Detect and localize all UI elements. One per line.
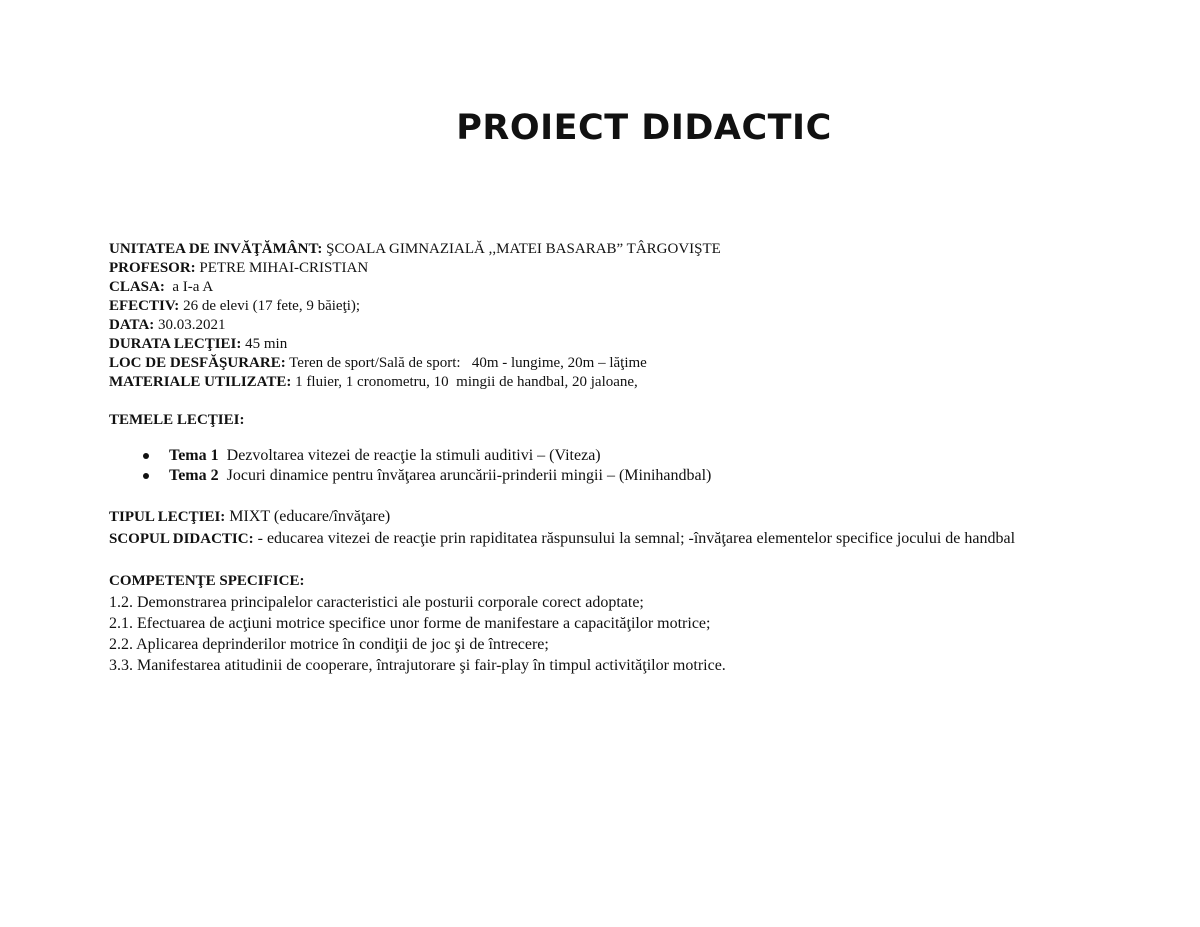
theme-label: Tema 2 [169, 467, 219, 484]
info-label: DATA: [109, 317, 155, 333]
theme-text: Jocuri dinamice pentru învăţarea aruncării-prinderii mingii – (Minihandbal) [218, 467, 712, 484]
theme-label: Tema 1 [169, 447, 219, 464]
document-title: PROIECT DIDACTIC [456, 108, 832, 148]
competences-heading: COMPETENŢE SPECIFICE: [109, 573, 305, 589]
info-materiale [109, 373, 1093, 392]
info-durata [109, 335, 1093, 354]
info-value: ŞCOALA GIMNAZIALĂ ,,MATEI BASARAB” TÂRGOVIŞTE [322, 241, 721, 257]
info-label: DURATA LECŢIEI: [109, 336, 242, 352]
scope-label: SCOPUL DIDACTIC: [109, 531, 254, 547]
info-data [109, 316, 1093, 335]
info-efectiv [109, 297, 1093, 316]
info-unitate [109, 240, 1093, 259]
competence-item: 2.1. Efectuarea de acţiuni motrice specifice unor forme de manifestare a capacităţilor motrice; [109, 615, 711, 632]
didactic-scope [109, 528, 1093, 550]
info-label: UNITATEA DE INVĂŢĂMÂNT: [109, 241, 323, 257]
lesson-type [109, 506, 1093, 528]
info-label: EFECTIV: [109, 298, 180, 314]
info-value: a I-a A [164, 279, 214, 295]
info-loc [109, 354, 1093, 373]
document-body [109, 240, 1093, 676]
info-label: LOC DE DESFĂŞURARE: [109, 355, 286, 371]
info-clasa [109, 278, 1093, 297]
info-value: 30.03.2021 [154, 317, 226, 333]
info-value: PETRE MIHAI-CRISTIAN [195, 260, 369, 276]
competence-item: 1.2. Demonstrarea principalelor caracteristici ale posturii corporale corect adoptate; [109, 594, 644, 611]
themes-list [109, 446, 1093, 486]
lesson-type-label: TIPUL LECŢIEI: [109, 509, 226, 525]
info-label: MATERIALE UTILIZATE: [109, 374, 292, 390]
scope-value: - educarea vitezei de reacţie prin rapiditatea răspunsului la semnal; -învăţarea elementelor specifice jocului de handbal [253, 530, 1016, 547]
info-value: 26 de elevi (17 fete, 9 băieţi); [179, 298, 361, 314]
lesson-type-value: MIXT (educare/învăţare) [225, 508, 391, 525]
competence-item: 2.2. Aplicarea deprinderilor motrice în condiţii de joc şi de întrecere; [109, 636, 549, 653]
list-item [109, 466, 1093, 486]
theme-text: Dezvoltarea vitezei de reacţie la stimuli auditivi – (Viteza) [218, 447, 601, 464]
info-value: Teren de sport/Sală de sport: 40m - lungime, 20m – lăţime [285, 355, 647, 371]
info-value: 1 fluier, 1 cronometru, 10 mingii de handbal, 20 jaloane, [291, 374, 638, 390]
info-profesor [109, 259, 1093, 278]
info-label: CLASA: [109, 279, 165, 295]
competence-item: 3.3. Manifestarea atitudinii de cooperare, întrajutorare şi fair-play în timpul activităţilor motrice. [109, 657, 726, 674]
info-label: PROFESOR: [109, 260, 196, 276]
list-item [109, 446, 1093, 466]
info-value: 45 min [241, 336, 288, 352]
themes-heading: TEMELE LECŢIEI: [109, 412, 245, 428]
